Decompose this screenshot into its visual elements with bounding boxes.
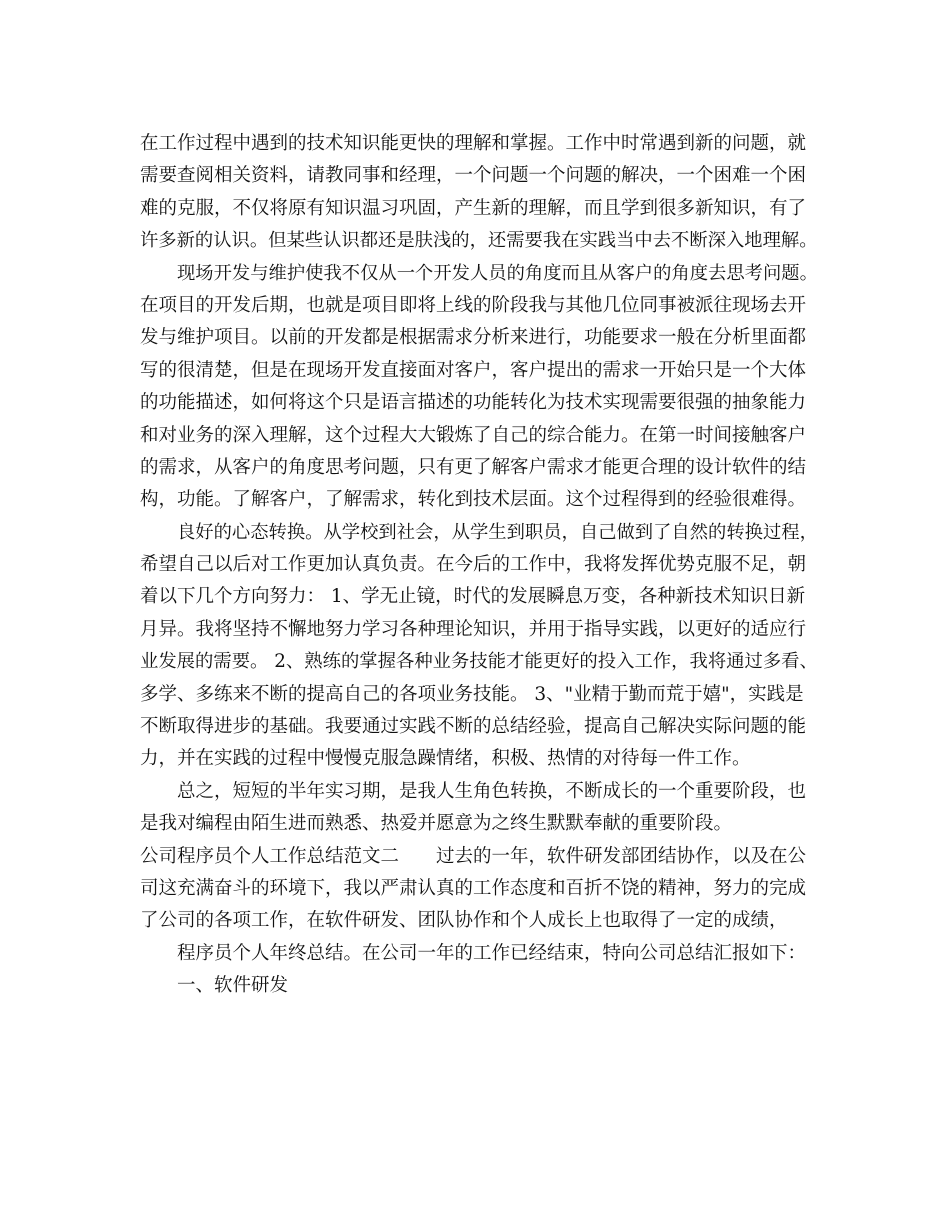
text-line: 一、软件研发 xyxy=(177,975,289,997)
text-line: 的需求，从客户的角度思考问题，只有更了解客户需求才能更合理的设计软件的结 xyxy=(140,456,807,478)
text-line: 在项目的开发后期，也就是项目即将上线的阶段我与其他几位同事被派往现场去开 xyxy=(140,294,807,316)
text-line: 构，功能。了解客户，了解需求，转化到技术层面。这个过程得到的经验很难得。 xyxy=(140,489,807,511)
text-line: 多学、多练来不断的提高自己的各项业务技能。 3、"业精于勤而荒于嬉"，实践是 xyxy=(140,683,804,705)
text-line: 公司程序员个人工作总结范文二 过去的一年，软件研发部团结协作，以及在公 xyxy=(140,845,807,867)
text-line: 写的很清楚，但是在现场开发直接面对客户，客户提出的需求一开始只是一个大体 xyxy=(140,359,807,381)
text-line: 的功能描述，如何将这个只是语言描述的功能转化为技术实现需要很强的抽象能力 xyxy=(140,392,807,414)
text-line: 在工作过程中遇到的技术知识能更快的理解和掌握。工作中时常遇到新的问题，就 xyxy=(140,133,807,154)
text-line: 许多新的认识。但某些认识都还是肤浅的，还需要我在实践当中去不断深入地理解。 xyxy=(140,230,818,252)
text-line: 难的克服，不仅将原有知识温习巩固，产生新的理解，而且学到很多新知识，有了 xyxy=(140,197,807,219)
text-line: 总之，短短的半年实习期，是我人生角色转换，不断成长的一个重要阶段，也 xyxy=(177,780,807,802)
text-line: 着以下几个方向努力： 1、学无止镜，时代的发展瞬息万变，各种新技术知识日新 xyxy=(140,586,806,608)
text-line: 需要查阅相关资料，请教同事和经理，一个问题一个问题的解决，一个困难一个困 xyxy=(140,165,807,187)
text-line: 月异。我将坚持不懈地努力学习各种理论知识，并用于指导实践，以更好的适应行 xyxy=(140,618,807,640)
text-line: 良好的心态转换。从学校到社会，从学生到职员，自己做到了自然的转换过程， xyxy=(177,521,818,543)
text-line: 力，并在实践的过程中慢慢克服急躁情绪，积极、热情的对待每一件工作。 xyxy=(140,748,751,770)
text-line: 不断取得进步的基础。我要通过实践不断的总结经验，提高自己解决实际问题的能 xyxy=(140,716,807,738)
text-line: 现场开发与维护使我不仅从一个开发人员的角度而且从客户的角度去思考问题。 xyxy=(177,262,818,284)
text-line: 司这充满奋斗的环境下，我以严肃认真的工作态度和百折不饶的精神，努力的完成 xyxy=(140,877,807,899)
text-line: 希望自己以后对工作更加认真负责。在今后的工作中，我将发挥优势克服不足，朝 xyxy=(140,554,807,576)
text-line: 和对业务的深入理解，这个过程大大锻炼了自己的综合能力。在第一时间接触客户 xyxy=(140,424,807,446)
document-body xyxy=(140,128,820,1003)
text-line: 程序员个人年终总结。在公司一年的工作已经结束，特向公司总结汇报如下： xyxy=(177,942,807,964)
text-line: 是我对编程由陌生进而熟悉、热爱并愿意为之终生默默奉献的重要阶段。 xyxy=(140,813,733,835)
text-line: 发与维护项目。以前的开发都是根据需求分析来进行，功能要求一般在分析里面都 xyxy=(140,327,807,349)
text-line: 业发展的需要。 2、熟练的掌握各种业务技能才能更好的投入工作，我将通过多看、 xyxy=(140,651,818,673)
text-line: 了公司的各项工作，在软件研发、团队协作和个人成长上也取得了一定的成绩， xyxy=(140,910,788,932)
